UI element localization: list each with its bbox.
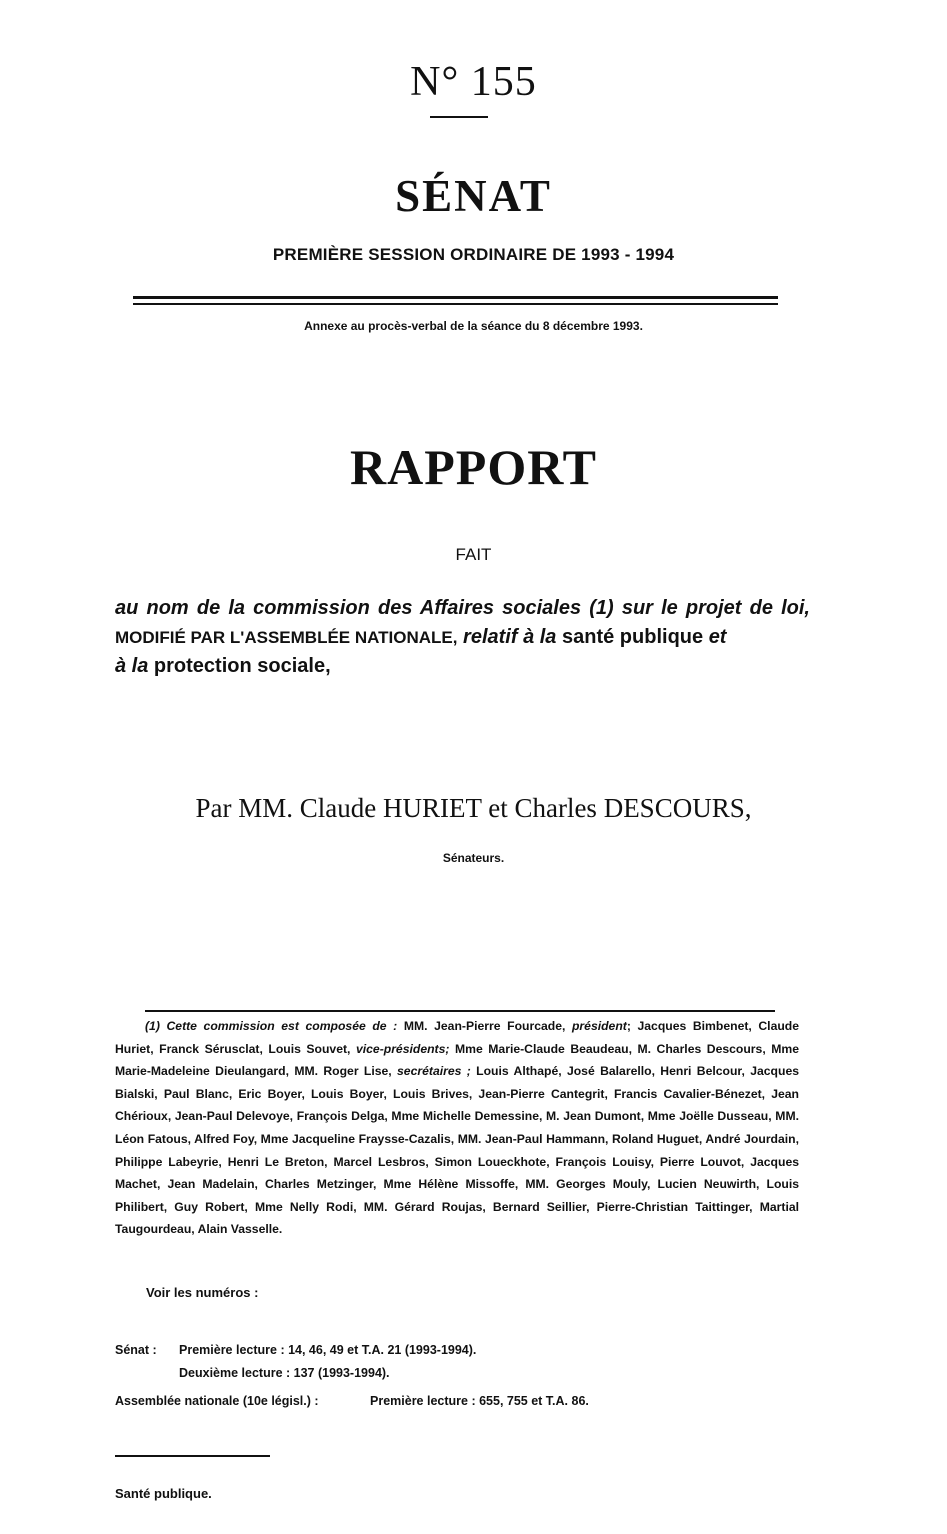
objet-part1: au nom de la commission des Affaires sociales (1) sur le projet de loi, <box>115 597 810 619</box>
footnote-lead: (1) Cette commission est composée de : <box>145 1019 398 1033</box>
assembly-first-reading: Première lecture : 655, 755 et T.A. 86. <box>370 1394 589 1408</box>
footnote-rule <box>145 1010 775 1012</box>
footnote-role1: président <box>571 1019 627 1033</box>
objet-part4: santé publique <box>562 626 704 648</box>
footnote-seg4: Louis Althapé, José Balarello, Henri Belcour, Jacques Bialski, Paul Blanc, Eric Boyer, Louis Boyer, Louis Brives, Jean-Pierre Cantegrit, Francis Cavalier-Bénezet, Jean Chérioux, Jean-Paul Delevoye, François Delga, Mme Michelle Demessine, M. Jean Dumont, Mme Joëlle Dusseau, MM. Léon Fatous, Alfred Foy, Mme Jacqueline Fraysse-Cazalis, MM. Jean-Paul Hammann, Roland Huguet, André Jourdain, Philippe Labeyrie, Henri Le Breton, Marcel Lesbros, Simon Loueckhote, François Louisy, Pierre Louvot, Jacques Machet, Jean Madelain, Charles Metzinger, Mme Hélène Missoffe, MM. Georges Mouly, Lucien Neuwirth, Louis Philibert, Guy Robert, Mme Nelly Rodi, MM. Gérard Roujas, Bernard Seillier, Pierre-Christian Taittinger, Martial Taugourdeau, Alain Vasselle. <box>115 1064 799 1237</box>
report-number: N° 155 <box>410 59 537 105</box>
subject-label: Santé publique. <box>115 1486 212 1501</box>
objet-part6: à la <box>115 655 149 677</box>
footnote-seg2: ; Jacques Bimbenet, Claude Huriet, Franck Sérusclat, Louis Souvet, <box>115 1019 800 1056</box>
objet-part7: protection sociale, <box>153 655 331 677</box>
document-title: RAPPORT <box>350 439 597 495</box>
double-rule-top <box>133 296 778 299</box>
authors-line: Par MM. Claude HURIET et Charles DESCOURS, <box>195 793 752 823</box>
bottom-rule <box>115 1455 270 1457</box>
objet-part5: et <box>708 626 727 648</box>
footnote-role3: secrétaires ; <box>397 1064 471 1079</box>
see-numbers-label: Voir les numéros : <box>146 1285 259 1300</box>
senat-first-reading: Première lecture : 14, 46, 49 et T.A. 21 (1993-1994). <box>179 1343 477 1357</box>
senat-second-reading: Deuxième lecture : 137 (1993-1994). <box>179 1366 390 1380</box>
senat-ref-label: Sénat : <box>115 1343 157 1357</box>
footnote-role2: vice-présidents; <box>355 1041 450 1056</box>
footnote-seg3: Mme Marie-Claude Beaudeau, M. Charles Descours, Mme Marie-Madeleine Dieulangard, MM. Roger Lise, <box>115 1041 799 1079</box>
annexe-line: Annexe au procès-verbal de la séance du 8 décembre 1993. <box>304 319 643 333</box>
objet-part2: MODIFIÉ PAR L'ASSEMBLÉE NATIONALE, <box>115 628 458 647</box>
authors-title: Sénateurs. <box>442 851 505 865</box>
report-subject-paragraph <box>115 594 810 681</box>
chamber-title: SÉNAT <box>395 171 552 221</box>
fait-label: FAIT <box>455 545 492 564</box>
assembly-ref-label: Assemblée nationale (10e législ.) : <box>115 1394 319 1408</box>
number-underline <box>430 116 488 118</box>
session-line: PREMIÈRE SESSION ORDINAIRE DE 1993 - 1994 <box>272 245 675 264</box>
footnote-seg1: MM. Jean-Pierre Fourcade, <box>403 1019 566 1033</box>
objet-part3: relatif à la <box>463 626 557 648</box>
commission-footnote <box>115 1015 799 1241</box>
double-rule-bottom <box>133 303 778 305</box>
